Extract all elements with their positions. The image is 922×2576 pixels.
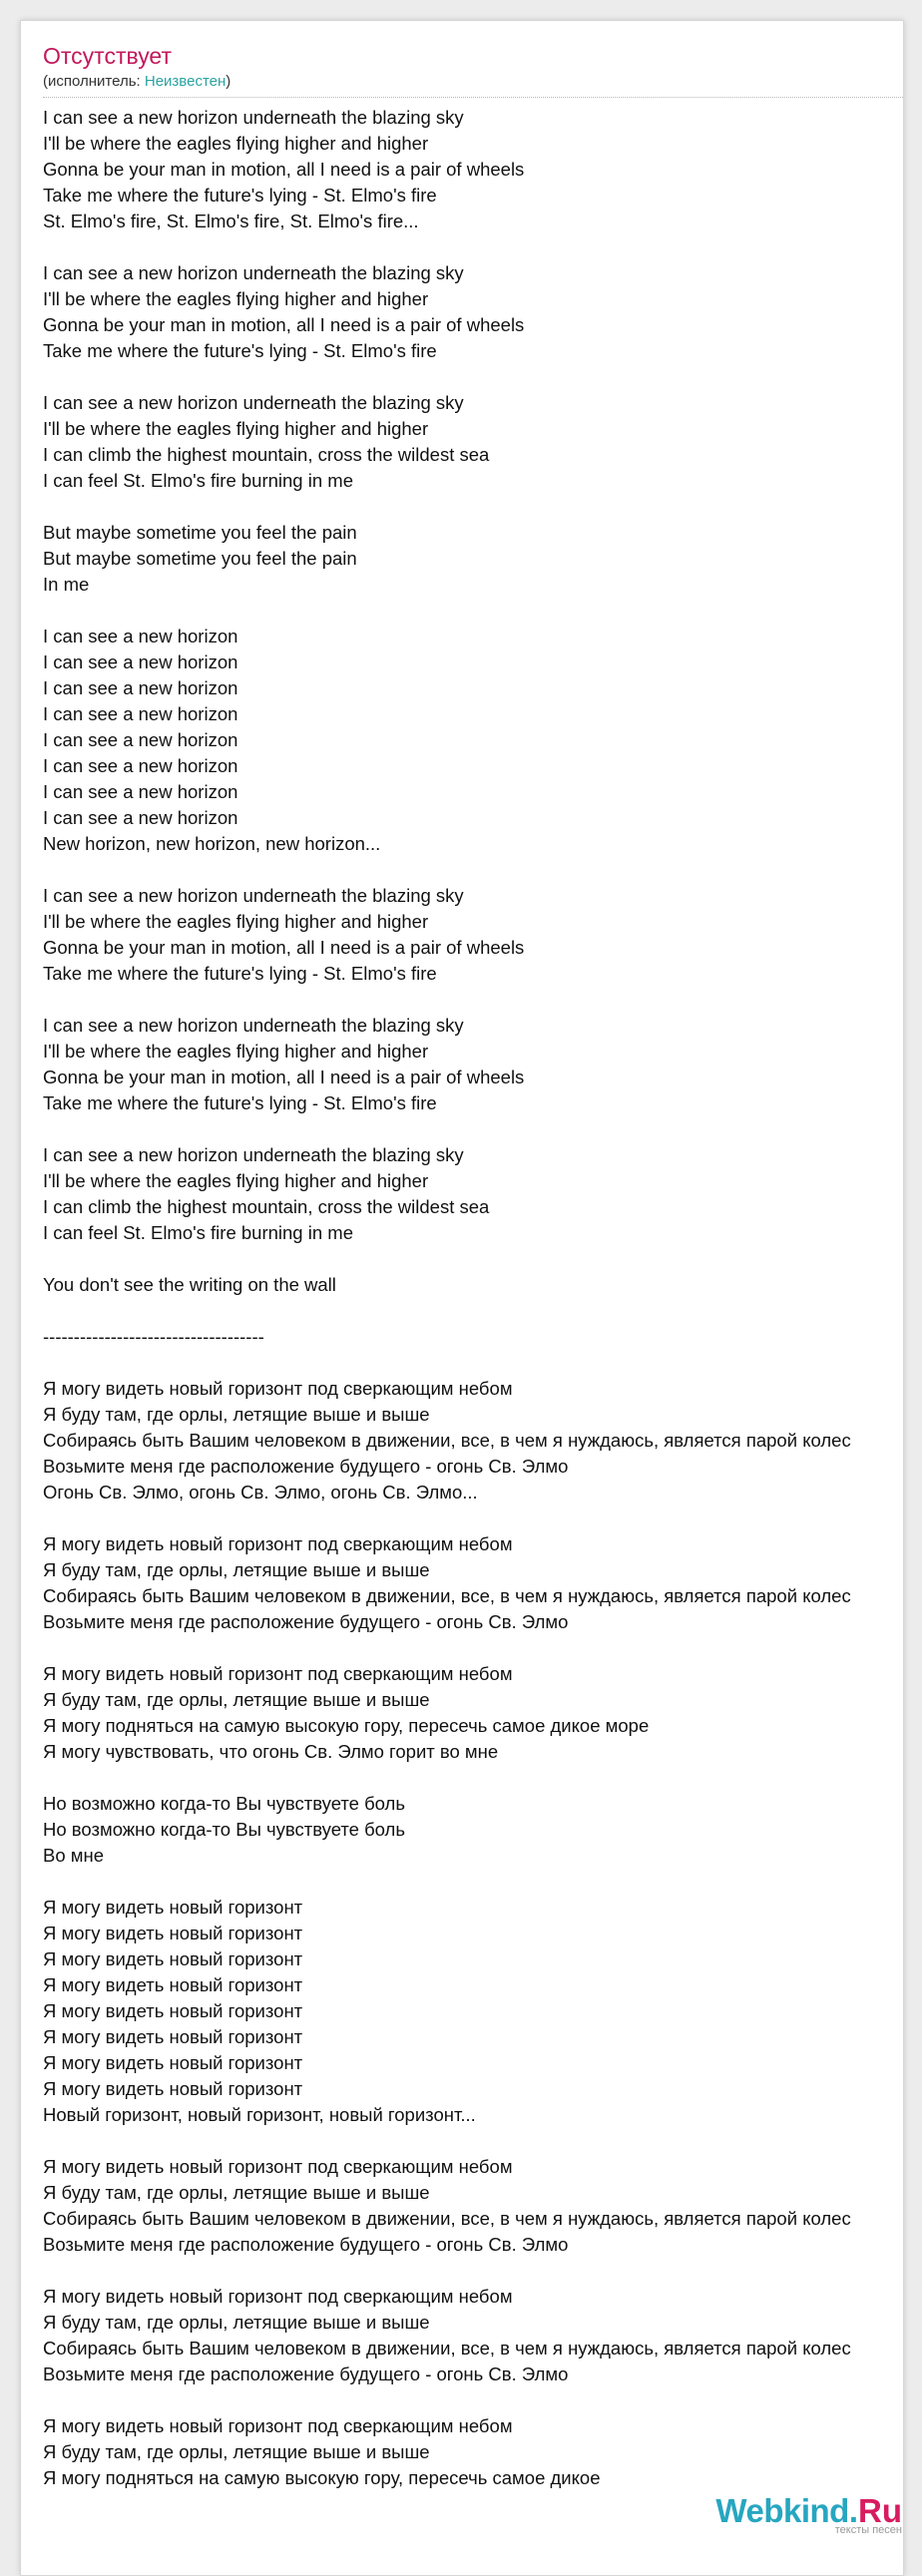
lyrics-line: I can see a new horizon underneath the blazing sky (43, 885, 464, 906)
lyrics-line: I'll be where the eagles flying higher and higher (43, 1170, 429, 1191)
lyrics-line: I can climb the highest mountain, cross the wildest sea (43, 1196, 490, 1217)
lyrics-line: Gonna be your man in motion, all I need is a pair of wheels (43, 159, 525, 180)
lyrics-line: Я могу видеть новый горизонт под сверкающим небом (43, 2156, 513, 2177)
lyrics-blank-line (43, 2258, 904, 2284)
lyrics-line: But maybe sometime you feel the pain (43, 522, 357, 543)
lyrics-blank-line (43, 1505, 904, 1531)
lyrics-line: But maybe sometime you feel the pain (43, 548, 357, 569)
lyrics-line: I can see a new horizon (43, 651, 238, 672)
lyrics-line: I can see a new horizon underneath the blazing sky (43, 392, 464, 413)
lyrics-line: Я могу подняться на самую высокую гору, пересечь самое дикое море (43, 1715, 650, 1736)
lyrics-line: Я могу видеть новый горизонт под сверкающим небом (43, 2286, 513, 2307)
lyrics-line: You don't see the writing on the wall (43, 1274, 336, 1295)
lyrics-blank-line (43, 494, 904, 520)
lyrics-line: Собираясь быть Вашим человеком в движении, все, в чем я нуждаюсь, является парой колес (43, 1430, 851, 1451)
lyrics-line: I can see a new horizon (43, 626, 238, 646)
lyrics-line: I can see a new horizon underneath the blazing sky (43, 1144, 464, 1165)
lyrics-line: Я могу подняться на самую высокую гору, пересечь самое дикое (43, 2467, 601, 2488)
header-divider (43, 97, 903, 98)
lyrics-line: Но возможно когда-то Вы чувствуете боль (43, 1793, 405, 1814)
lyrics-line: I'll be where the eagles flying higher and higher (43, 288, 429, 309)
lyrics-line: Я могу видеть новый горизонт под сверкающим небом (43, 1378, 513, 1399)
lyrics-line: Я могу видеть новый горизонт (43, 2052, 303, 2073)
lyrics-line: I can see a new horizon underneath the blazing sky (43, 262, 464, 283)
lyrics-blank-line (43, 2128, 904, 2154)
lyrics-line: I can see a new horizon underneath the blazing sky (43, 107, 464, 128)
lyrics-blank-line (43, 1246, 904, 1272)
lyrics-line: Gonna be your man in motion, all I need is a pair of wheels (43, 314, 525, 335)
artist-suffix: ) (226, 73, 231, 90)
lyrics-line: Take me where the future's lying - St. Elmo's fire (43, 185, 437, 206)
lyrics-line: Возьмите меня где расположение будущего - огонь Св. Элмо (43, 1456, 569, 1477)
lyrics-card (20, 20, 904, 2576)
lyrics-line: Take me where the future's lying - St. Elmo's fire (43, 963, 437, 984)
lyrics-line: I can see a new horizon (43, 781, 238, 802)
lyrics-line: New horizon, new horizon, new horizon... (43, 833, 381, 854)
lyrics-line: I can feel St. Elmo's fire burning in me (43, 470, 353, 491)
lyrics-line: I'll be where the eagles flying higher and higher (43, 911, 429, 932)
lyrics-line: I'll be where the eagles flying higher and higher (43, 418, 429, 439)
lyrics-line: I can see a new horizon (43, 729, 238, 750)
lyrics-line: Я могу чувствовать, что огонь Св. Элмо горит во мне (43, 1741, 499, 1762)
lyrics-line: Во мне (43, 1845, 104, 1866)
lyrics-line: Take me where the future's lying - St. Elmo's fire (43, 340, 437, 361)
lyrics-blank-line (43, 1350, 904, 1376)
lyrics-line: I can climb the highest mountain, cross the wildest sea (43, 444, 490, 465)
lyrics-blank-line (43, 1765, 904, 1791)
lyrics-line: St. Elmo's fire, St. Elmo's fire, St. Elmo's fire... (43, 211, 419, 231)
song-title: Отсутствует (43, 43, 172, 69)
lyrics-line: I'll be where the eagles flying higher and higher (43, 133, 429, 154)
lyrics-blank-line (43, 234, 904, 260)
lyrics-line: Я могу видеть новый горизонт (43, 1897, 303, 1918)
lyrics-line: Собираясь быть Вашим человеком в движении, все, в чем я нуждаюсь, является парой колес (43, 2208, 851, 2229)
lyrics-line: I can see a new horizon (43, 807, 238, 828)
logo-dot: . (848, 2492, 858, 2529)
lyrics-line: Возьмите меня где расположение будущего - огонь Св. Элмо (43, 1611, 569, 1632)
lyrics-line: Но возможно когда-то Вы чувствуете боль (43, 1819, 405, 1840)
lyrics-line: Я могу видеть новый горизонт (43, 2026, 303, 2047)
lyrics-line: Возьмите меня где расположение будущего - огонь Св. Элмо (43, 2363, 569, 2384)
lyrics-blank-line (43, 364, 904, 390)
lyrics-line: I can see a new horizon (43, 755, 238, 776)
artist-link[interactable]: Неизвестен (144, 73, 227, 90)
webkind-logo[interactable] (707, 2492, 902, 2536)
lyrics-line: Take me where the future's lying - St. Elmo's fire (43, 1092, 437, 1113)
lyrics-line: ------------------------------------ (43, 1326, 264, 1347)
lyrics-text (43, 105, 904, 2491)
lyrics-blank-line (43, 1298, 904, 1324)
lyrics-blank-line (43, 987, 904, 1013)
lyrics-line: Я буду там, где орлы, летящие выше и выше (43, 2182, 430, 2203)
lyrics-line: I can see a new horizon underneath the blazing sky (43, 1015, 464, 1036)
lyrics-blank-line (43, 1635, 904, 1661)
lyrics-line: Я могу видеть новый горизонт под сверкающим небом (43, 2415, 513, 2436)
lyrics-line: In me (43, 574, 90, 595)
lyrics-line: Gonna be your man in motion, all I need is a pair of wheels (43, 937, 525, 958)
lyrics-line: Я буду там, где орлы, летящие выше и выше (43, 2312, 430, 2333)
lyrics-line: Я могу видеть новый горизонт (43, 2078, 303, 2099)
logo-tagline: тексты песен (834, 2524, 902, 2536)
lyrics-blank-line (43, 598, 904, 624)
lyrics-line: Я могу видеть новый горизонт (43, 2000, 303, 2021)
lyrics-line: Собираясь быть Вашим человеком в движении, все, в чем я нуждаюсь, является парой колес (43, 2338, 851, 2359)
lyrics-line: Я могу видеть новый горизонт под сверкающим небом (43, 1663, 513, 1684)
lyrics-blank-line (43, 857, 904, 883)
artist-line (43, 73, 230, 90)
logo-brand: Webkind (715, 2492, 849, 2529)
lyrics-line: I can see a new horizon (43, 677, 238, 698)
lyrics-line: Gonna be your man in motion, all I need is a pair of wheels (43, 1067, 525, 1087)
lyrics-line: Новый горизонт, новый горизонт, новый горизонт... (43, 2104, 476, 2125)
lyrics-line: Я буду там, где орлы, летящие выше и выше (43, 1404, 430, 1425)
lyrics-line: I can see a new horizon (43, 703, 238, 724)
lyrics-line: Я могу видеть новый горизонт (43, 1974, 303, 1995)
lyrics-line: Я могу видеть новый горизонт (43, 1923, 303, 1943)
lyrics-line: Огонь Св. Элмо, огонь Св. Элмо, огонь Св. Элмо... (43, 1482, 478, 1503)
lyrics-line: Я буду там, где орлы, летящие выше и выше (43, 1689, 430, 1710)
lyrics-line: Я буду там, где орлы, летящие выше и выше (43, 1559, 430, 1580)
lyrics-line: Я могу видеть новый горизонт под сверкающим небом (43, 1533, 513, 1554)
lyrics-line: Возьмите меня где расположение будущего - огонь Св. Элмо (43, 2234, 569, 2255)
lyrics-line: I'll be where the eagles flying higher and higher (43, 1041, 429, 1062)
lyrics-line: Я буду там, где орлы, летящие выше и выше (43, 2441, 430, 2462)
artist-prefix: (исполнитель: (43, 73, 145, 90)
lyrics-line: Собираясь быть Вашим человеком в движении, все, в чем я нуждаюсь, является парой колес (43, 1585, 851, 1606)
lyrics-line: I can feel St. Elmo's fire burning in me (43, 1222, 353, 1243)
lyrics-blank-line (43, 1869, 904, 1895)
logo-tld: Ru (858, 2492, 902, 2529)
lyrics-blank-line (43, 2387, 904, 2413)
lyrics-blank-line (43, 1116, 904, 1142)
lyrics-line: Я могу видеть новый горизонт (43, 1948, 303, 1969)
